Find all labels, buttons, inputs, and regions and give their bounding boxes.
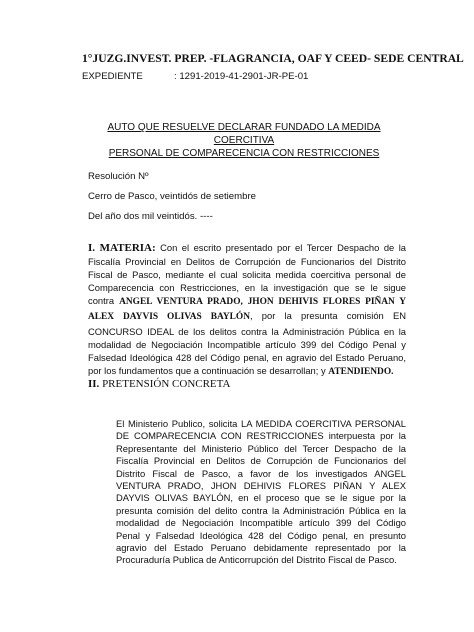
pretension-number: II. — [88, 378, 100, 390]
materia-defendants: ANGEL VENTURA PRADO, JHON DEHIVIS FLORES PIÑAN Y ALEX DAYVIS OLIVAS BAYLÓN — [88, 297, 406, 323]
expediente-value: : 1291-2019-41-2901-JR-PE-01 — [174, 71, 309, 82]
resolution-year: Del año dos mil veintidós. ---- — [88, 211, 213, 222]
section-materia — [88, 241, 406, 379]
resolution-place-date: Cerro de Pasco, veintidós de setiembre — [88, 191, 256, 202]
section-pretension-text: El Ministerio Publico, solicita LA MEDIDA COERCITIVA PERSONAL DE COMPARECENCIA CON RESTRICCIONES interpuesta por la Representante del Ministerio Público del Tercer Despacho de la Fiscalía Provincial en Delitos de Corrupción de Funcionarios del Distrito Fiscal de Pasco, a favor de los investigados ANGEL VENTURA PRADO, JHON DEHIVIS FLORES PIÑAN Y ALEX DAYVIS OLIVAS BAYLÓN, en el proceso que se le sigue por la presunta comisión del delito contra la Administración Pública en la modalidad de Negociación Incompatible artículo 399 del Código Penal y Falsedad Ideológica 428 del Código penal, en presunto agravio del Estado Peruano debidamente representado por la Procuraduría Publica de Anticorrupción del Distrito Fiscal de Pasco. — [116, 418, 406, 566]
materia-text-b: , por la presunta comisión EN CONCURSO IDEAL de los delitos contra la Administración Pública en la modalidad de Negociación Incompatible artículo 399 del Código Penal y Falsedad Ideológica 428 del Código penal, en agravio del Estado Peruano, por los fundamentos que a continuación se desarrollan; y — [88, 310, 406, 376]
materia-closing: ATENDIENDO. — [328, 366, 394, 377]
expediente-line — [82, 71, 382, 82]
materia-heading: I. MATERIA: — [88, 242, 156, 254]
materia-text-a: Con el escrito presentado por el Tercer Despacho de la Fiscalía Provincial en Delitos de Corrupción de Funcionarios del Distrito Fiscal de Pasco, mediante el cual solicita medida coercitiva personal de Comparecencia con Restricciones, en la investigación que se le sigue contra — [88, 242, 407, 307]
expediente-label: EXPEDIENTE — [82, 71, 143, 82]
court-header: 1°JUZG.INVEST. PREP. -FLAGRANCIA, OAF Y CEED- SEDE CENTRAL — [82, 52, 464, 65]
section-pretension-heading — [88, 378, 230, 390]
title-line-2: PERSONAL DE COMPARECENCIA CON RESTRICCIONES — [108, 148, 380, 159]
pretension-heading-text: PRETENSIÓN CONCRETA — [99, 378, 231, 390]
document-title — [84, 121, 404, 160]
title-line-1: AUTO QUE RESUELVE DECLARAR FUNDADO LA MEDIDA COERCITIVA — [107, 122, 381, 146]
resolution-number: Resolución Nº — [88, 171, 149, 182]
